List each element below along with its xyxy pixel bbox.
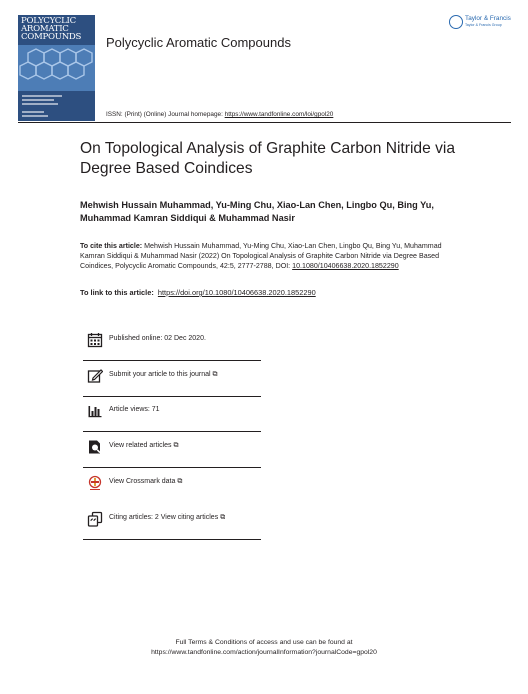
published-date: Published online: 02 Dec 2020. <box>109 335 206 342</box>
article-views: Article views: 71 <box>109 406 160 413</box>
taylor-francis-logo[interactable] <box>449 14 511 32</box>
footer-terms-text: Full Terms & Conditions of access and use can be found at <box>175 639 353 646</box>
logo-name: Taylor & Francis <box>465 15 511 22</box>
external-link-icon: ⧉ <box>220 514 226 521</box>
related-row[interactable] <box>83 439 261 475</box>
article-title: On Topological Analysis of Graphite Carbon Nitride via Degree Based Coindices <box>80 140 456 177</box>
cover-text-line <box>22 111 44 113</box>
row-divider <box>83 431 261 432</box>
footer <box>0 638 528 658</box>
cover-text-line <box>22 99 54 101</box>
footer-terms-link[interactable]: https://www.tandfonline.com/action/journalInformation?journalCode=gpol20 <box>151 649 377 656</box>
cover-title-line: AROMATIC <box>21 24 69 35</box>
logo-subtitle: Taylor & Francis Group <box>465 23 502 27</box>
article-link-label: To link to this article: <box>80 288 154 297</box>
submit-article-link[interactable] <box>109 371 218 379</box>
calendar-icon <box>87 332 103 348</box>
citation-text: Mehwish Hussain Muhammad, Yu-Ming Chu, Xiao-Lan Chen, Lingbo Qu, Bing Yu, Muhammad Kamran Siddiqui & Muhammad Nasir (2022) On Topological Analysis of Graphite Carbon Nitride via Degree Based Coindices, Polycyclic Aromatic Compounds, 42:5, 2777-2788, DOI: <box>80 242 442 271</box>
citation-label: To cite this article: <box>80 242 143 250</box>
external-link-icon: ⧉ <box>177 478 183 485</box>
related-search-icon <box>87 439 103 455</box>
citing-articles-label: Citing articles: 2 View citing articles <box>109 514 219 521</box>
issn-prefix: ISSN: (Print) (Online) Journal homepage: <box>106 111 225 118</box>
row-divider <box>83 396 261 397</box>
row-divider <box>83 360 261 361</box>
header-divider <box>18 122 511 123</box>
citing-row[interactable] <box>83 511 261 547</box>
article-authors: Mehwish Hussain Muhammad, Yu-Ming Chu, Xiao-Lan Chen, Lingbo Qu, Bing Yu, Muhammad Kamran Siddiqui & Muhammad Nasir <box>80 200 434 223</box>
crossmark-label: View Crossmark data <box>109 478 176 485</box>
published-row <box>83 332 261 368</box>
views-row <box>83 403 261 439</box>
submit-article-label: Submit your article to this journal <box>109 371 211 378</box>
crossmark-link[interactable] <box>109 478 182 486</box>
cover-title-line: POLYCYCLIC <box>21 16 76 26</box>
row-divider <box>83 467 261 468</box>
external-link-icon: ⧉ <box>212 371 218 378</box>
issn-line <box>106 111 333 118</box>
logo-circle-icon <box>449 15 463 29</box>
edit-icon <box>87 368 103 384</box>
cover-text-line <box>22 103 58 105</box>
submit-row[interactable] <box>83 368 261 404</box>
citation-block <box>80 241 452 272</box>
row-divider <box>83 539 261 540</box>
citing-articles-icon <box>87 511 103 527</box>
cover-hexagon-pattern <box>18 45 95 91</box>
article-doi-link[interactable]: https://doi.org/10.1080/10406638.2020.1852290 <box>157 288 316 297</box>
cover-title-line: COMPOUNDS <box>21 32 82 43</box>
citing-articles-link[interactable] <box>109 514 225 522</box>
related-articles-link[interactable] <box>109 442 179 450</box>
article-link-line <box>80 288 460 297</box>
cover-text-line <box>22 115 48 117</box>
related-articles-label: View related articles <box>109 442 172 449</box>
cover-title <box>21 17 93 42</box>
crossmark-icon <box>87 475 103 491</box>
external-link-icon: ⧉ <box>173 442 179 449</box>
citation-doi-link[interactable]: 10.1080/10406638.2020.1852290 <box>292 262 399 271</box>
bar-chart-icon <box>87 403 103 419</box>
crossmark-row[interactable] <box>83 475 261 511</box>
journal-name[interactable]: Polycyclic Aromatic Compounds <box>106 35 291 50</box>
journal-homepage-link[interactable]: https://www.tandfonline.com/loi/gpol20 <box>224 111 334 118</box>
journal-cover-image <box>18 15 95 121</box>
cover-text-line <box>22 95 62 97</box>
